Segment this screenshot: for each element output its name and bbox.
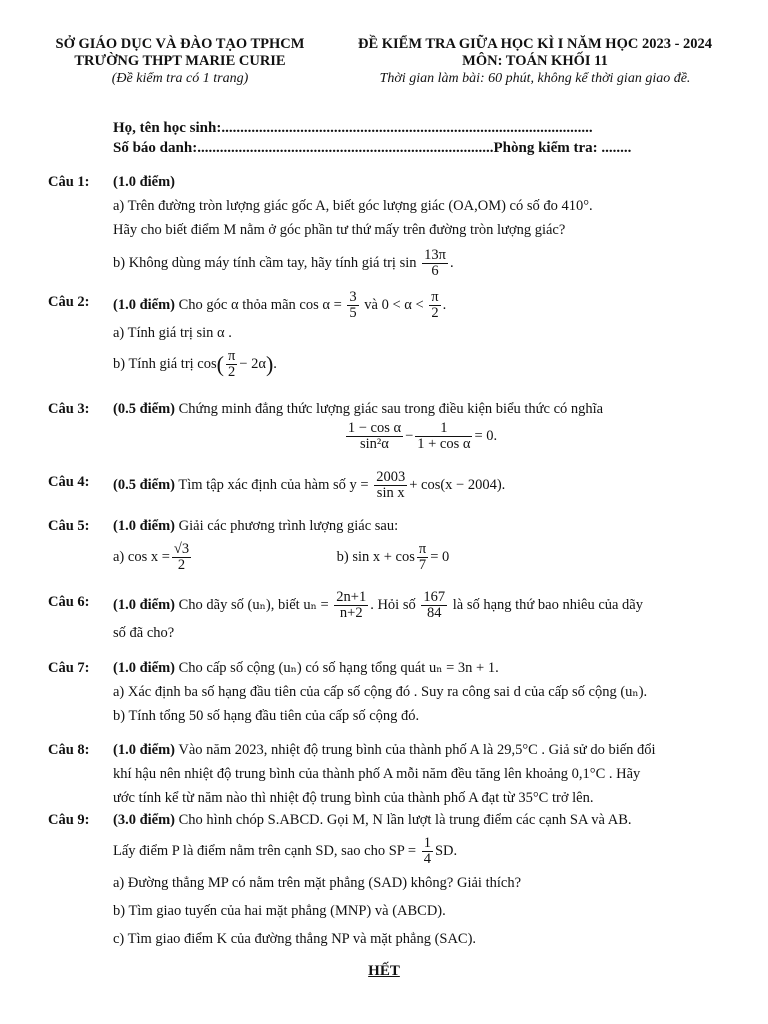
part-b: b) Tìm giao tuyến của hai mặt phẳng (MNP) và (ABCD).: [113, 903, 446, 919]
time-note: Thời gian làm bài: 60 phút, không kể thời gian giao đề.: [379, 71, 691, 86]
subject-title: MÔN: TOÁN KHỐI 11: [462, 53, 608, 69]
part-b-text: b) Không dùng máy tính cầm tay, hãy tính giá trị sin: [113, 254, 417, 271]
end-marker: HẾT: [368, 963, 400, 979]
part-b: b) Tính giá trị cos( $\frac{\pi}{2}$ − 2α).: [113, 348, 277, 380]
header-left: [30, 36, 330, 87]
fraction: $\frac{1}{4}$: [423, 835, 431, 867]
question-points: (1.0 điểm): [113, 596, 176, 613]
fraction: $\frac{1}{\text{1 + cos α}}$: [417, 420, 471, 452]
fraction: $\frac{\pi}{2}$: [431, 289, 439, 321]
question-2: [48, 290, 728, 380]
fraction: $\frac{\pi}{7}$: [418, 541, 427, 573]
question-number: Câu 9:: [48, 812, 90, 828]
question-number: Câu 3:: [48, 401, 90, 417]
question-points: (0.5 điểm): [113, 476, 176, 493]
student-name-line: Họ, tên học sinh:...................................................................................................: [113, 120, 593, 136]
question-3: Câu 3: (0.5 điểm) Chứng minh đẳng thức lượng giác sau trong điều kiện biểu thức có nghĩa $\frac{\text{1 − cos α}}{\text{sin²α}}$ − $\frac{1}{\text{1 + cos α}}$ = 0.: [48, 397, 728, 452]
question-points: (1.0 điểm): [113, 742, 176, 758]
question-points: (1.0 điểm): [113, 660, 176, 676]
fraction: $\frac{\pi}{2}$: [227, 348, 236, 380]
part-a-line-1: a) Trên đường tròn lượng giác gốc A, biết góc lượng giác (OA,OM) có số đo 410°.: [113, 198, 593, 214]
part-a-line-2: Hãy cho biết điểm M nằm ở góc phần tư thứ mấy trên đường tròn lượng giác?: [113, 222, 566, 238]
question-number: Câu 5:: [48, 518, 90, 534]
question-6: Câu 6: (1.0 điểm) Cho dãy số (uₙ), biết uₙ = $\frac{2n+1}{n+2}$ . Hỏi số $\frac{167}{84}$ là số hạng thứ bao nhiêu của dãy số đã cho?: [48, 589, 643, 641]
question-9: Câu 9: (3.0 điểm) Cho hình chóp S.ABCD. Gọi M, N lần lượt là trung điểm các cạnh SA và AB. Lấy điểm P là điểm nằm trên cạnh SD, sao cho SP = $\frac{1}{4}$ SD. a) Đường thẳng MP có nằm trên mặt phẳng (SAD) không? Giải thích? b) Tìm giao tuyến của hai mặt phẳng (MNP) và (ABCD). c) Tìm giao điểm K của đường thẳng NP và mặt phẳng (SAC).: [48, 808, 728, 951]
question-points: (1.0 điểm): [113, 296, 176, 313]
school-name: TRƯỜNG THPT MARIE CURIE: [74, 53, 286, 69]
department-name: SỞ GIÁO DỤC VÀ ĐÀO TẠO TPHCM: [55, 36, 305, 52]
student-name-label: Họ, tên học sinh:: [113, 120, 222, 136]
pages-note: (Đề kiểm tra có 1 trang): [111, 71, 249, 86]
part-b: b) Không dùng máy tính cầm tay, hãy tính giá trị sin $\frac{13\pi}{6}$ .: [113, 247, 454, 279]
fraction: $\frac{2003}{\text{sin x}}$: [376, 469, 406, 501]
question-8: Câu 8: (1.0 điểm) Vào năm 2023, nhiệt độ trung bình của thành phố A là 29,5°C . Giả sử do biến đổi khí hậu nên nhiệt độ trung bình của thành phố A mỗi năm đều tăng lên khoảng 0,1°C . Hãy ước tính kể từ năm nào thì nhiệt độ trung bình của thành phố A đạt từ 35°C trở lên.: [48, 738, 728, 810]
part-a: a) Tính giá trị sin α .: [113, 325, 232, 341]
room-label: Phòng kiểm tra:: [493, 140, 598, 156]
part-b: b) sin x + cos $\frac{\pi}{7}$ = 0: [336, 541, 450, 573]
fraction: $\frac{\text{1 − cos α}}{\text{sin²α}}$: [347, 420, 402, 452]
question-intro: (1.0 điểm) Cho góc α thỏa mãn cos α = $\frac{3}{5}$ và 0 < α < $\frac{\pi}{2}$ .: [113, 289, 447, 321]
student-id-line: Số báo danh:...............................................................................Phòng kiểm tra: ........: [113, 140, 632, 156]
question-number: Câu 4:: [48, 474, 90, 490]
question-number: Câu 7:: [48, 660, 90, 676]
header-right: [330, 36, 740, 87]
fraction: $\frac{167}{84}$: [423, 589, 446, 621]
question-number: Câu 2:: [48, 294, 90, 310]
question-5: Câu 5: (1.0 điểm) Giải các phương trình lượng giác sau: a) cos x = $\frac{√3}{2}$ b) sin x + cos $\frac{\pi}{7}$ = 0: [48, 514, 728, 573]
question-points: (1.0 điểm): [113, 518, 176, 534]
part-a: a) Đường thẳng MP có nằm trên mặt phẳng (SAD) không? Giải thích?: [113, 875, 522, 891]
part-c: c) Tìm giao điểm K của đường thẳng NP và mặt phẳng (SAC).: [113, 931, 477, 947]
question-number: Câu 8:: [48, 742, 90, 758]
part-a: a) cos x = $\frac{√3}{2}$: [113, 541, 190, 573]
identity-formula: $\frac{\text{1 − cos α}}{\text{sin²α}}$ − $\frac{1}{\text{1 + cos α}}$ = 0.: [347, 420, 498, 452]
question-number: Câu 6:: [48, 594, 90, 610]
student-info: [113, 118, 673, 158]
question-points: (1.0 điểm): [113, 174, 176, 190]
question-7: Câu 7: (1.0 điểm) Cho cấp số cộng (uₙ) có số hạng tổng quát uₙ = 3n + 1. a) Xác định ba số hạng đầu tiên của cấp số cộng đó . Suy ra công sai d của cấp số cộng (uₙ). b) Tính tổng 50 số hạng đầu tiên của cấp số cộng đó.: [48, 656, 728, 728]
question-number: Câu 1:: [48, 174, 90, 190]
exam-title: ĐỀ KIỂM TRA GIỮA HỌC KÌ I NĂM HỌC 2023 - 2024: [357, 36, 713, 52]
student-id-label: Số báo danh:: [113, 140, 198, 156]
fraction: $\frac{3}{5}$: [349, 289, 357, 321]
part-b: b) Tính tổng 50 số hạng đầu tiên của cấp số cộng đó.: [113, 708, 420, 724]
fraction: $\frac{2n+1}{n+2}$: [336, 589, 367, 621]
fraction: $\frac{√3}{2}$: [173, 541, 190, 573]
question-4: Câu 4: (0.5 điểm) Tìm tập xác định của hàm số y = $\frac{2003}{\text{sin x}}$ + cos(x − 2004).: [48, 469, 506, 501]
part-a: a) Xác định ba số hạng đầu tiên của cấp số cộng đó . Suy ra công sai d của cấp số cộng (uₙ).: [113, 684, 648, 700]
fraction: $\frac{13\pi}{6}$: [424, 247, 446, 279]
question-points: (3.0 điểm): [113, 812, 176, 828]
question-points: (0.5 điểm): [113, 401, 176, 417]
question-1: [48, 170, 728, 279]
